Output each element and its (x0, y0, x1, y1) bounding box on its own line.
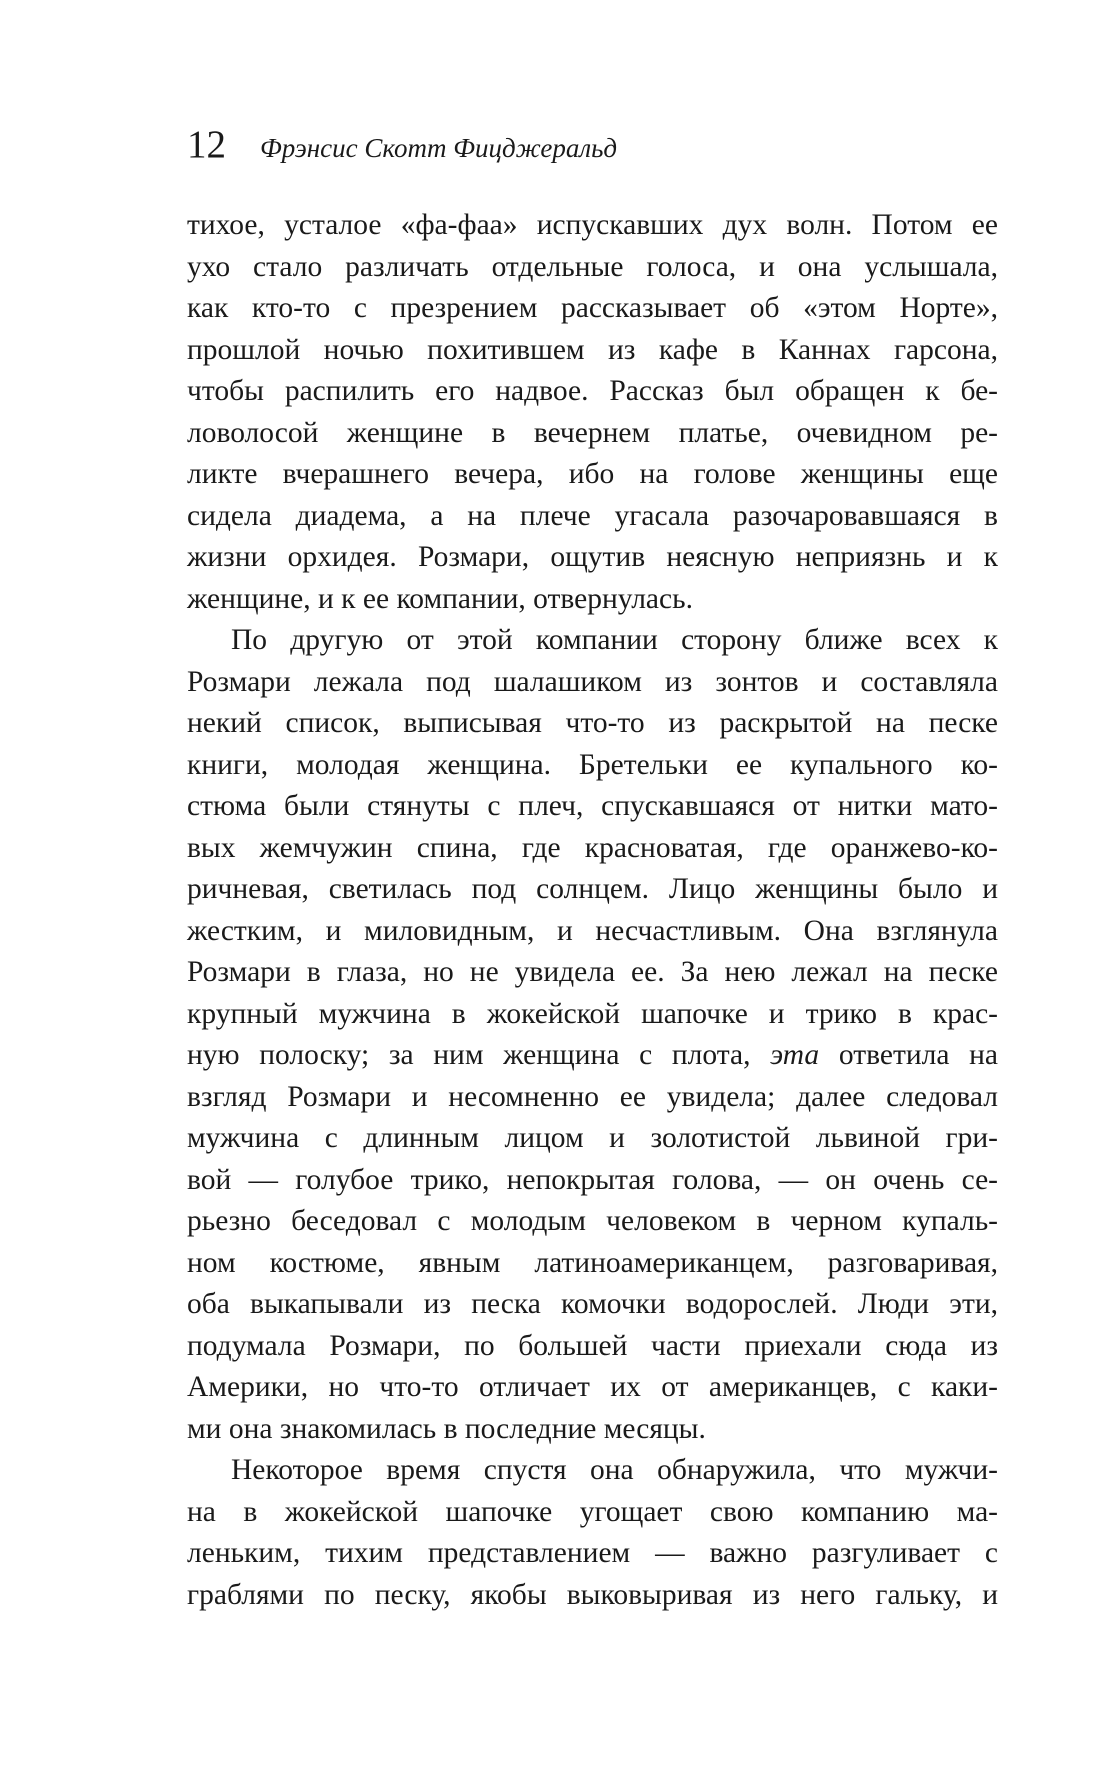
text-line: стюма были стянуты с плеч, спускавшаяся от нитки мато- (187, 790, 998, 822)
text-line: крупный мужчина в жокейской шапочке и трико в крас- (187, 997, 998, 1030)
text-line: жизни орхидея. Розмари, ощутив неясную неприязнь и к (187, 541, 998, 573)
text-line: Розмари в глаза, но не увидела ее. За нею лежал на песке (187, 956, 998, 988)
text-line: ухо стало различать отдельные голоса, и она услышала, (187, 250, 998, 283)
text-line: прошлой ночью похитившем из кафе в Каннах гарсона, (187, 333, 998, 366)
text-line: подумала Розмари, по большей части приехали сюда из (187, 1329, 998, 1362)
text-line: ричневая, светилась под солнцем. Лицо женщины было и (187, 873, 998, 905)
page-number: 12 (187, 123, 226, 166)
text-line: как кто-то с презрением рассказывает об «этом Норте», (187, 292, 998, 324)
text-line: на в жокейской шапочке угощает свою компанию ма- (187, 1495, 998, 1528)
text-line: взгляд Розмари и несомненно ее увидела; далее следовал (187, 1080, 998, 1113)
text-line: книги, молодая женщина. Бретельки ее купального ко- (187, 748, 998, 781)
text-line: ликте вчерашнего вечера, ибо на голове женщины еще (187, 458, 998, 490)
text-line: тихое, усталое «фа-фаа» испускавших дух волн. Потом ее (187, 209, 998, 241)
text-line: ловолосой женщине в вечернем платье, очевидном ре- (187, 416, 998, 449)
text-line: мужчина с длинным лицом и золотистой львиной гри- (187, 1122, 998, 1154)
line-text-after: ответила на (819, 1039, 998, 1071)
text-line: ном костюме, явным латиноамериканцем, разговаривая, (187, 1246, 998, 1279)
emphasized-word: эта (770, 1039, 820, 1071)
text-line: вой — голубое трико, непокрытая голова, — он очень се- (187, 1163, 998, 1196)
text-line: жестким, и миловидным, и несчастливым. Она взглянула (187, 914, 998, 947)
text-line: леньким, тихим представлением — важно разгуливает с (187, 1537, 998, 1569)
text-line: ми она знакомилась в последние месяцы. (187, 1412, 706, 1445)
text-line: вых жемчужин спина, где красноватая, где оранжево-ко- (187, 831, 998, 864)
paragraph-first-line: Некоторое время спустя она обнаружила, что мужчи- (231, 1454, 998, 1486)
text-line: чтобы распилить его надвое. Рассказ был обращен к бе- (187, 375, 998, 407)
text-line: Розмари лежала под шалашиком из зонтов и составляла (187, 665, 998, 698)
text-line: граблями по песку, якобы выковыривая из него гальку, и (187, 1578, 998, 1611)
text-line: сидела диадема, а на плече угасала разочаровавшаяся в (187, 499, 998, 532)
running-head-author: Фрэнсис Скотт Фицджеральд (260, 133, 618, 163)
line-text-before: ную полоску; за ним женщина с плота, (187, 1039, 771, 1071)
text-line: женщине, и к ее компании, отвернулась. (187, 582, 693, 615)
paragraph-first-line: По другую от этой компании сторону ближе всех к (231, 624, 998, 656)
text-line: оба выкапывали из песка комочки водорослей. Люди эти, (187, 1288, 998, 1320)
body-text (187, 205, 998, 1616)
text-line: рьезно беседовал с молодым человеком в черном купаль- (187, 1205, 998, 1237)
text-line: Америки, но что-то отличает их от американцев, с каки- (187, 1371, 998, 1403)
page-header (187, 120, 617, 170)
text-line-with-emphasis (187, 1035, 998, 1077)
text-line: некий список, выписывая что-то из раскрытой на песке (187, 707, 998, 739)
